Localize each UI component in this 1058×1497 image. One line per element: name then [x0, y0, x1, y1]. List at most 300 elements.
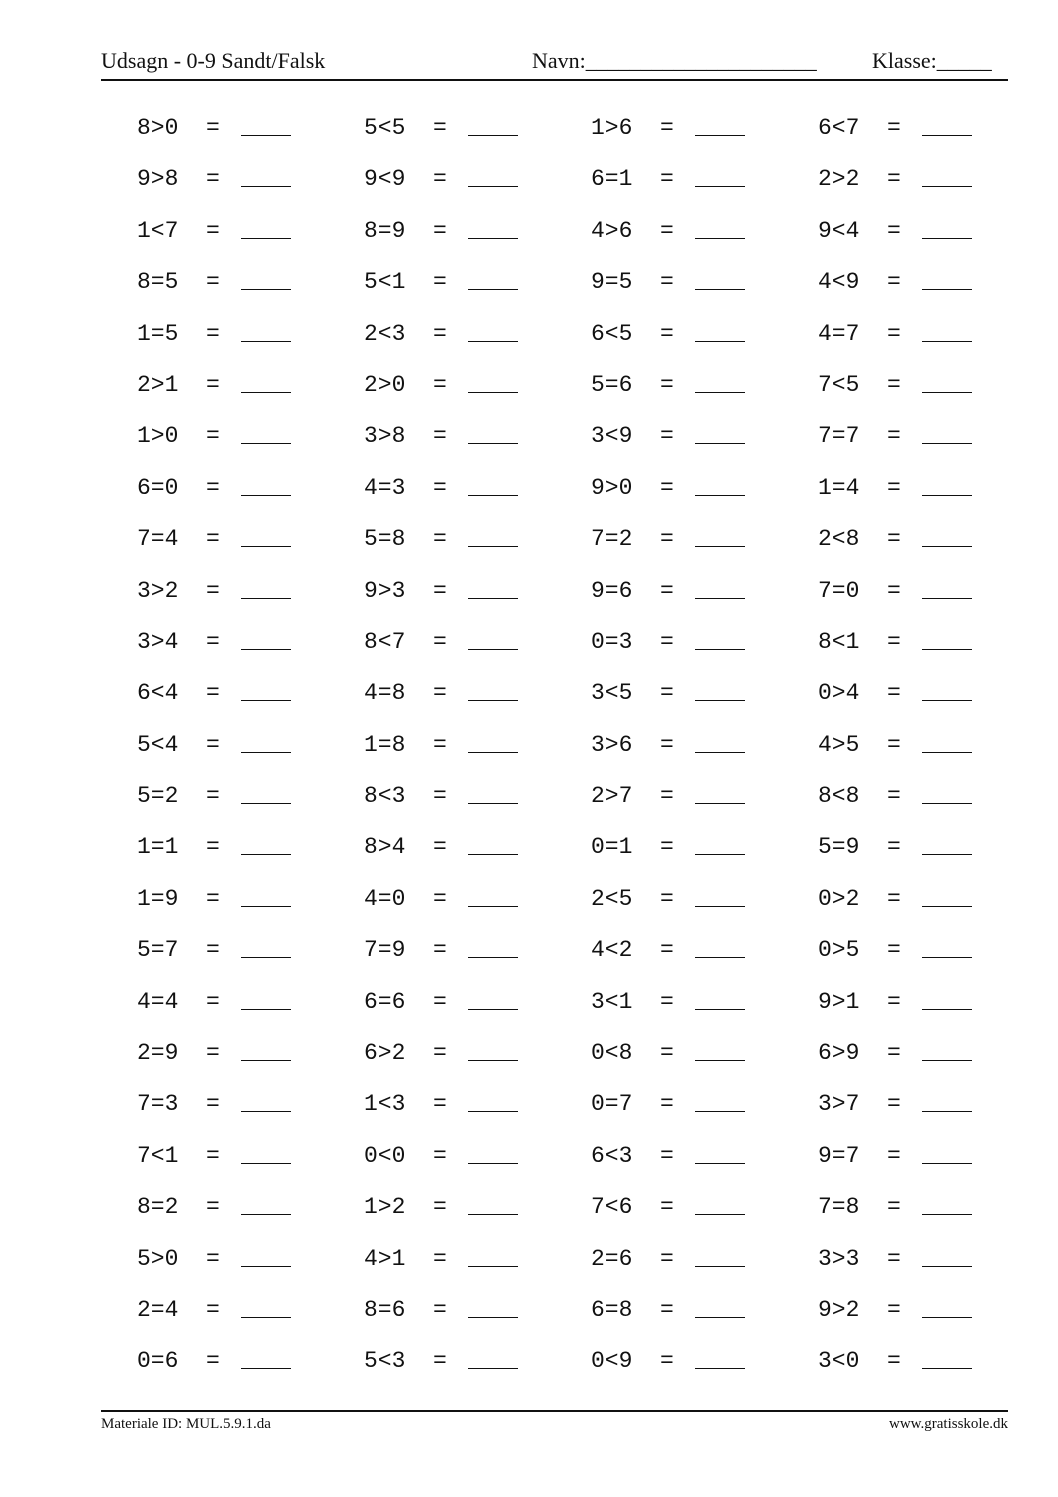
- equals-sign: =: [660, 834, 674, 861]
- statement-expression: 4=4: [137, 988, 179, 1015]
- equals-sign: =: [660, 731, 674, 758]
- statement-expression: 4<9: [818, 269, 860, 296]
- answer-blank[interactable]: [695, 443, 745, 444]
- answer-blank[interactable]: [695, 289, 745, 290]
- statement-item: [591, 776, 811, 816]
- equals-sign: =: [206, 1194, 220, 1221]
- equals-sign: =: [660, 1091, 674, 1118]
- statement-item: [364, 673, 584, 713]
- equals-sign: =: [887, 1348, 901, 1375]
- equals-sign: =: [660, 115, 674, 141]
- statement-expression: 3>4: [137, 628, 179, 655]
- statement-expression: 5<3: [364, 1348, 406, 1375]
- equals-sign: =: [660, 166, 674, 193]
- statement-expression: 0>4: [818, 680, 860, 707]
- answer-blank[interactable]: [468, 957, 518, 958]
- answer-blank[interactable]: [695, 1368, 745, 1369]
- statement-item: [818, 1239, 1038, 1279]
- equals-sign: =: [206, 783, 220, 810]
- answer-blank[interactable]: [695, 649, 745, 650]
- statement-expression: 1<3: [364, 1091, 406, 1118]
- statement-item: [818, 519, 1038, 559]
- equals-sign: =: [206, 115, 220, 141]
- statement-expression: 8<1: [818, 628, 860, 655]
- answer-blank[interactable]: [241, 135, 291, 136]
- answer-blank[interactable]: [922, 186, 972, 187]
- statement-item: [818, 776, 1038, 816]
- answer-blank[interactable]: [922, 1317, 972, 1318]
- answer-blank[interactable]: [241, 1111, 291, 1112]
- statement-expression: 7=8: [818, 1194, 860, 1221]
- equals-sign: =: [206, 1296, 220, 1323]
- statement-expression: 9=5: [591, 269, 633, 296]
- equals-sign: =: [887, 1040, 901, 1067]
- answer-blank[interactable]: [241, 854, 291, 855]
- answer-blank[interactable]: [468, 135, 518, 136]
- answer-blank[interactable]: [241, 341, 291, 342]
- statement-item: [137, 1341, 357, 1381]
- statement-row: [137, 1239, 997, 1290]
- equals-sign: =: [660, 1348, 674, 1375]
- statement-expression: 8>4: [364, 834, 406, 861]
- statement-expression: 8>0: [137, 115, 179, 141]
- answer-blank[interactable]: [695, 906, 745, 907]
- answer-blank[interactable]: [695, 1317, 745, 1318]
- answer-blank[interactable]: [468, 1266, 518, 1267]
- answer-blank[interactable]: [922, 1214, 972, 1215]
- statement-item: [591, 1290, 811, 1330]
- equals-sign: =: [660, 937, 674, 964]
- equals-sign: =: [660, 1296, 674, 1323]
- statement-expression: 0<9: [591, 1348, 633, 1375]
- statement-item: [591, 673, 811, 713]
- answer-blank[interactable]: [695, 1009, 745, 1010]
- statement-item: [818, 159, 1038, 199]
- answer-blank[interactable]: [922, 135, 972, 136]
- statement-item: [364, 1290, 584, 1330]
- answer-blank[interactable]: [922, 906, 972, 907]
- answer-blank[interactable]: [922, 803, 972, 804]
- answer-blank[interactable]: [922, 700, 972, 701]
- statement-expression: 4=7: [818, 320, 860, 347]
- equals-sign: =: [433, 1296, 447, 1323]
- equals-sign: =: [660, 885, 674, 912]
- statement-item: [137, 416, 357, 456]
- statement-item: [818, 725, 1038, 765]
- statement-row: [137, 1136, 997, 1187]
- statement-expression: 0=6: [137, 1348, 179, 1375]
- website-link[interactable]: www.gratisskole.dk: [888, 1416, 1008, 1432]
- statement-item: [591, 159, 811, 199]
- equals-sign: =: [433, 526, 447, 553]
- equals-sign: =: [887, 885, 901, 912]
- answer-blank[interactable]: [241, 598, 291, 599]
- statement-row: [137, 159, 997, 210]
- answer-blank[interactable]: [695, 1266, 745, 1267]
- statement-item: [591, 827, 811, 867]
- answer-blank[interactable]: [695, 1111, 745, 1112]
- statement-expression: 1=1: [137, 834, 179, 861]
- class-field[interactable]: Klasse:_____: [872, 48, 992, 73]
- statement-item: [818, 468, 1038, 508]
- answer-blank[interactable]: [241, 1214, 291, 1215]
- answer-blank[interactable]: [695, 957, 745, 958]
- answer-blank[interactable]: [241, 1266, 291, 1267]
- statement-expression: 0<0: [364, 1142, 406, 1169]
- statement-item: [137, 776, 357, 816]
- statement-expression: 7=0: [818, 577, 860, 604]
- statement-item: [818, 1033, 1038, 1073]
- equals-sign: =: [660, 680, 674, 707]
- statement-item: [818, 211, 1038, 251]
- statement-expression: 2<3: [364, 320, 406, 347]
- answer-blank[interactable]: [695, 1214, 745, 1215]
- statement-expression: 0=1: [591, 834, 633, 861]
- worksheet-title: Udsagn - 0-9 Sandt/Falsk: [101, 48, 326, 73]
- statement-expression: 5=9: [818, 834, 860, 861]
- equals-sign: =: [433, 1040, 447, 1067]
- statement-expression: 1=5: [137, 320, 179, 347]
- statement-expression: 3>7: [818, 1091, 860, 1118]
- answer-blank[interactable]: [241, 649, 291, 650]
- answer-blank[interactable]: [468, 1009, 518, 1010]
- equals-sign: =: [887, 783, 901, 810]
- statement-expression: 5<1: [364, 269, 406, 296]
- statement-expression: 3<1: [591, 988, 633, 1015]
- equals-sign: =: [660, 320, 674, 347]
- answer-blank[interactable]: [695, 803, 745, 804]
- answer-blank[interactable]: [922, 341, 972, 342]
- statement-item: [591, 1136, 811, 1176]
- answer-blank[interactable]: [241, 803, 291, 804]
- statement-row: [137, 827, 997, 878]
- statement-expression: 1>0: [137, 423, 179, 450]
- equals-sign: =: [206, 680, 220, 707]
- statement-expression: 0>5: [818, 937, 860, 964]
- equals-sign: =: [660, 423, 674, 450]
- statement-item: [137, 930, 357, 970]
- statement-row: [137, 930, 997, 981]
- answer-blank[interactable]: [241, 1009, 291, 1010]
- equals-sign: =: [433, 1194, 447, 1221]
- answer-blank[interactable]: [241, 546, 291, 547]
- statement-expression: 9>0: [591, 474, 633, 501]
- statement-item: [364, 468, 584, 508]
- answer-blank[interactable]: [922, 443, 972, 444]
- equals-sign: =: [887, 1091, 901, 1118]
- equals-sign: =: [206, 628, 220, 655]
- statement-expression: 8<3: [364, 783, 406, 810]
- equals-sign: =: [887, 371, 901, 398]
- statement-expression: 0=3: [591, 628, 633, 655]
- statement-item: [137, 571, 357, 611]
- name-field[interactable]: Navn:_____________________: [532, 48, 817, 73]
- equals-sign: =: [206, 1040, 220, 1067]
- statement-item: [818, 1136, 1038, 1176]
- statement-expression: 6<4: [137, 680, 179, 707]
- statement-item: [364, 1187, 584, 1227]
- answer-blank[interactable]: [695, 341, 745, 342]
- answer-blank[interactable]: [241, 289, 291, 290]
- answer-blank[interactable]: [468, 1317, 518, 1318]
- statement-item: [818, 622, 1038, 662]
- answer-blank[interactable]: [695, 135, 745, 136]
- statement-item: [364, 211, 584, 251]
- statement-expression: 8=9: [364, 217, 406, 244]
- answer-blank[interactable]: [695, 495, 745, 496]
- answer-blank[interactable]: [922, 957, 972, 958]
- statement-item: [818, 108, 1038, 148]
- equals-sign: =: [206, 217, 220, 244]
- statement-expression: 2=9: [137, 1040, 179, 1067]
- answer-blank[interactable]: [922, 598, 972, 599]
- answer-blank[interactable]: [922, 854, 972, 855]
- answer-blank[interactable]: [922, 495, 972, 496]
- statement-expression: 5=7: [137, 937, 179, 964]
- answer-blank[interactable]: [241, 443, 291, 444]
- statement-grid: [137, 108, 997, 1393]
- equals-sign: =: [887, 166, 901, 193]
- answer-blank[interactable]: [468, 495, 518, 496]
- answer-blank[interactable]: [922, 238, 972, 239]
- answer-blank[interactable]: [468, 1163, 518, 1164]
- answer-blank[interactable]: [468, 752, 518, 753]
- statement-expression: 2>1: [137, 371, 179, 398]
- answer-blank[interactable]: [922, 752, 972, 753]
- equals-sign: =: [660, 577, 674, 604]
- statement-row: [137, 468, 997, 519]
- answer-blank[interactable]: [922, 649, 972, 650]
- statement-item: [364, 827, 584, 867]
- answer-blank[interactable]: [468, 392, 518, 393]
- statement-item: [137, 1136, 357, 1176]
- statement-item: [364, 1033, 584, 1073]
- statement-item: [591, 1033, 811, 1073]
- statement-expression: 5=6: [591, 371, 633, 398]
- statement-item: [137, 982, 357, 1022]
- statement-item: [591, 879, 811, 919]
- answer-blank[interactable]: [922, 392, 972, 393]
- statement-item: [364, 416, 584, 456]
- statement-expression: 2<8: [818, 526, 860, 553]
- statement-item: [364, 1341, 584, 1381]
- statement-expression: 6=8: [591, 1296, 633, 1323]
- answer-blank[interactable]: [468, 289, 518, 290]
- answer-blank[interactable]: [922, 1111, 972, 1112]
- answer-blank[interactable]: [468, 1368, 518, 1369]
- answer-blank[interactable]: [922, 1163, 972, 1164]
- equals-sign: =: [433, 937, 447, 964]
- answer-blank[interactable]: [695, 854, 745, 855]
- statement-item: [591, 262, 811, 302]
- statement-expression: 6=6: [364, 988, 406, 1015]
- statement-expression: 3>6: [591, 731, 633, 758]
- answer-blank[interactable]: [241, 495, 291, 496]
- answer-blank[interactable]: [695, 392, 745, 393]
- statement-row: [137, 1341, 997, 1392]
- answer-blank[interactable]: [468, 854, 518, 855]
- statement-item: [137, 1033, 357, 1073]
- answer-blank[interactable]: [241, 1060, 291, 1061]
- answer-blank[interactable]: [241, 1317, 291, 1318]
- statement-expression: 9>1: [818, 988, 860, 1015]
- statement-row: [137, 776, 997, 827]
- answer-blank[interactable]: [241, 752, 291, 753]
- equals-sign: =: [433, 1091, 447, 1118]
- statement-expression: 3<5: [591, 680, 633, 707]
- answer-blank[interactable]: [468, 238, 518, 239]
- answer-blank[interactable]: [695, 598, 745, 599]
- statement-item: [364, 108, 584, 148]
- statement-expression: 3>2: [137, 577, 179, 604]
- answer-blank[interactable]: [468, 186, 518, 187]
- answer-blank[interactable]: [695, 1060, 745, 1061]
- answer-blank[interactable]: [241, 1368, 291, 1369]
- material-id: Materiale ID: MUL.5.9.1.da: [101, 1416, 271, 1432]
- statement-expression: 8=6: [364, 1296, 406, 1323]
- statement-item: [137, 1239, 357, 1279]
- equals-sign: =: [660, 1194, 674, 1221]
- equals-sign: =: [887, 680, 901, 707]
- equals-sign: =: [887, 1142, 901, 1169]
- equals-sign: =: [433, 1348, 447, 1375]
- answer-blank[interactable]: [922, 289, 972, 290]
- answer-blank[interactable]: [241, 957, 291, 958]
- answer-blank[interactable]: [695, 186, 745, 187]
- statement-item: [364, 571, 584, 611]
- equals-sign: =: [887, 988, 901, 1015]
- page-footer: [101, 1416, 1008, 1436]
- statement-item: [591, 314, 811, 354]
- equals-sign: =: [887, 474, 901, 501]
- answer-blank[interactable]: [468, 598, 518, 599]
- statement-expression: 2<5: [591, 885, 633, 912]
- equals-sign: =: [887, 423, 901, 450]
- equals-sign: =: [206, 526, 220, 553]
- equals-sign: =: [660, 783, 674, 810]
- statement-item: [591, 211, 811, 251]
- statement-expression: 2=4: [137, 1296, 179, 1323]
- header-divider: [101, 79, 1008, 81]
- statement-item: [818, 879, 1038, 919]
- statement-item: [364, 725, 584, 765]
- statement-expression: 5<4: [137, 731, 179, 758]
- answer-blank[interactable]: [241, 1163, 291, 1164]
- statement-row: [137, 571, 997, 622]
- answer-blank[interactable]: [468, 700, 518, 701]
- equals-sign: =: [433, 1142, 447, 1169]
- statement-item: [137, 314, 357, 354]
- answer-blank[interactable]: [241, 700, 291, 701]
- answer-blank[interactable]: [468, 803, 518, 804]
- statement-item: [137, 262, 357, 302]
- equals-sign: =: [660, 988, 674, 1015]
- answer-blank[interactable]: [922, 546, 972, 547]
- equals-sign: =: [887, 115, 901, 141]
- statement-expression: 6=0: [137, 474, 179, 501]
- statement-item: [364, 1239, 584, 1279]
- statement-item: [364, 365, 584, 405]
- statement-expression: 7=3: [137, 1091, 179, 1118]
- statement-item: [818, 1341, 1038, 1381]
- answer-blank[interactable]: [922, 1266, 972, 1267]
- statement-expression: 7=4: [137, 526, 179, 553]
- answer-blank[interactable]: [922, 1368, 972, 1369]
- statement-expression: 1>2: [364, 1194, 406, 1221]
- statement-expression: 4>1: [364, 1245, 406, 1272]
- statement-item: [137, 725, 357, 765]
- answer-blank[interactable]: [241, 238, 291, 239]
- equals-sign: =: [433, 320, 447, 347]
- equals-sign: =: [433, 1245, 447, 1272]
- answer-blank[interactable]: [241, 186, 291, 187]
- equals-sign: =: [433, 834, 447, 861]
- answer-blank[interactable]: [468, 1060, 518, 1061]
- equals-sign: =: [887, 731, 901, 758]
- equals-sign: =: [206, 988, 220, 1015]
- statement-expression: 5>0: [137, 1245, 179, 1272]
- statement-expression: 6<3: [591, 1142, 633, 1169]
- statement-item: [818, 982, 1038, 1022]
- answer-blank[interactable]: [695, 546, 745, 547]
- equals-sign: =: [206, 1245, 220, 1272]
- statement-row: [137, 879, 997, 930]
- equals-sign: =: [887, 320, 901, 347]
- answer-blank[interactable]: [922, 1060, 972, 1061]
- statement-row: [137, 416, 997, 467]
- answer-blank[interactable]: [468, 341, 518, 342]
- answer-blank[interactable]: [468, 1111, 518, 1112]
- statement-expression: 9>2: [818, 1296, 860, 1323]
- equals-sign: =: [660, 526, 674, 553]
- statement-item: [137, 365, 357, 405]
- equals-sign: =: [433, 269, 447, 296]
- answer-blank[interactable]: [695, 752, 745, 753]
- statement-expression: 5<5: [364, 115, 406, 141]
- answer-blank[interactable]: [695, 1163, 745, 1164]
- answer-blank[interactable]: [468, 1214, 518, 1215]
- answer-blank[interactable]: [468, 443, 518, 444]
- statement-row: [137, 1187, 997, 1238]
- statement-item: [818, 930, 1038, 970]
- statement-expression: 3>3: [818, 1245, 860, 1272]
- statement-expression: 7<1: [137, 1142, 179, 1169]
- answer-blank[interactable]: [695, 238, 745, 239]
- equals-sign: =: [433, 885, 447, 912]
- equals-sign: =: [206, 166, 220, 193]
- statement-item: [591, 1187, 811, 1227]
- equals-sign: =: [660, 474, 674, 501]
- statement-row: [137, 1290, 997, 1341]
- statement-item: [364, 519, 584, 559]
- answer-blank[interactable]: [241, 906, 291, 907]
- equals-sign: =: [887, 1194, 901, 1221]
- answer-blank[interactable]: [468, 906, 518, 907]
- answer-blank[interactable]: [695, 700, 745, 701]
- statement-expression: 4<2: [591, 937, 633, 964]
- answer-blank[interactable]: [241, 392, 291, 393]
- answer-blank[interactable]: [922, 1009, 972, 1010]
- equals-sign: =: [660, 628, 674, 655]
- equals-sign: =: [887, 834, 901, 861]
- statement-item: [591, 365, 811, 405]
- answer-blank[interactable]: [468, 546, 518, 547]
- statement-item: [364, 776, 584, 816]
- statement-row: [137, 982, 997, 1033]
- equals-sign: =: [433, 731, 447, 758]
- statement-item: [364, 1136, 584, 1176]
- answer-blank[interactable]: [468, 649, 518, 650]
